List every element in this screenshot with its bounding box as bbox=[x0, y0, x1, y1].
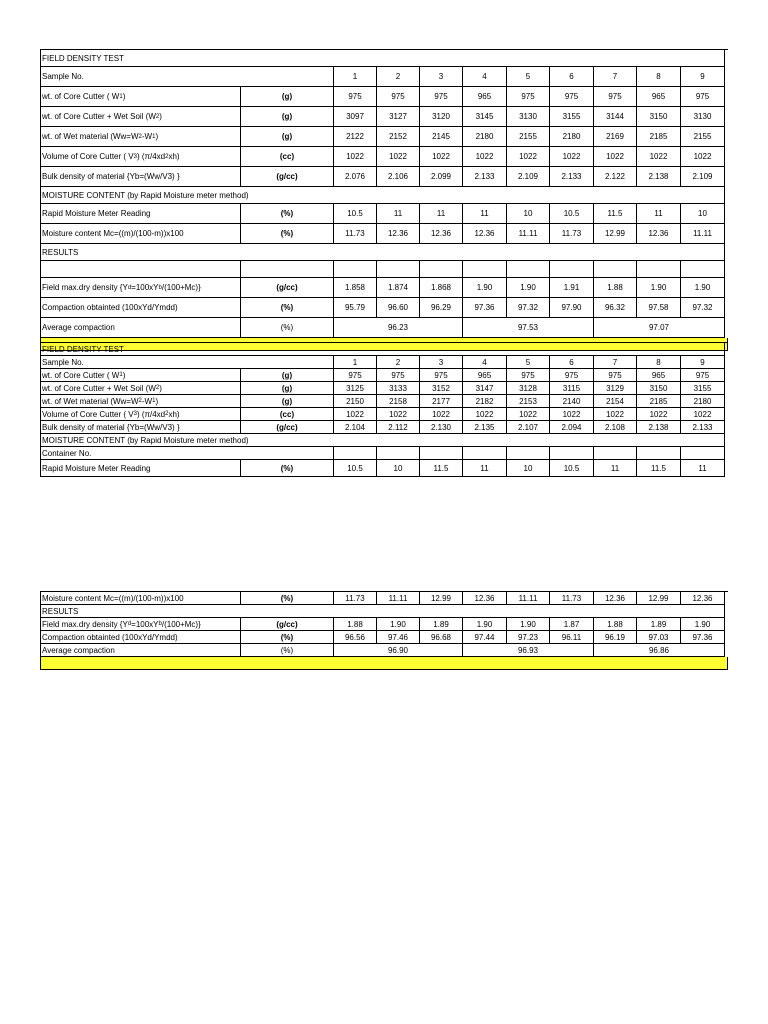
value-cell: 975 bbox=[594, 87, 637, 107]
value-cell: 1022 bbox=[594, 408, 637, 421]
row-label: wt. of Core Cutter ( W 1 ) bbox=[41, 369, 241, 382]
section-title-results: RESULTS bbox=[41, 244, 725, 261]
table-row bbox=[41, 369, 728, 382]
value-cell: 1.874 bbox=[377, 278, 420, 298]
average-row bbox=[41, 318, 728, 338]
value-cell: 1.91 bbox=[550, 278, 594, 298]
average-value: 97.53 bbox=[463, 318, 594, 338]
average-value: 96.86 bbox=[594, 644, 725, 657]
row-label: Average compaction bbox=[41, 318, 241, 338]
value-cell: 3144 bbox=[594, 107, 637, 127]
value-cell: 1022 bbox=[594, 147, 637, 167]
value-cell: 1022 bbox=[507, 408, 550, 421]
average-value: 97.07 bbox=[594, 318, 725, 338]
value-cell: 11.73 bbox=[550, 592, 594, 605]
value-cell: 975 bbox=[594, 369, 637, 382]
value-cell: 975 bbox=[550, 87, 594, 107]
value-cell: 1022 bbox=[377, 147, 420, 167]
row-label: Bulk density of material {Yb=(Ww/V3) } bbox=[41, 167, 241, 187]
value-cell: 2152 bbox=[377, 127, 420, 147]
sample-number: 2 bbox=[377, 356, 420, 369]
value-cell: 2.106 bbox=[377, 167, 420, 187]
row-unit: (g/cc) bbox=[241, 421, 334, 434]
value-cell: 2.138 bbox=[637, 421, 681, 434]
value-cell: 1.90 bbox=[637, 278, 681, 298]
table-row bbox=[41, 618, 728, 631]
value-cell: 97.23 bbox=[507, 631, 550, 644]
sample-number: 1 bbox=[334, 67, 377, 87]
value-cell: 975 bbox=[420, 87, 463, 107]
value-cell: 2.107 bbox=[507, 421, 550, 434]
highlight-bar bbox=[41, 657, 728, 670]
value-cell: 97.32 bbox=[681, 298, 725, 318]
value-cell: 12.36 bbox=[463, 592, 507, 605]
sample-number: 9 bbox=[681, 356, 725, 369]
value-cell: 2122 bbox=[334, 127, 377, 147]
value-cell: 965 bbox=[637, 87, 681, 107]
value-cell: 11.73 bbox=[334, 224, 377, 244]
row-label: Volume of Core Cutter ( V 3 ) (π/4xd 2 xh) bbox=[41, 408, 241, 421]
row-label: Sample No. bbox=[41, 356, 334, 369]
table-row bbox=[41, 460, 728, 477]
value-cell: 1.90 bbox=[463, 618, 507, 631]
row-label: Rapid Moisture Meter Reading bbox=[41, 204, 241, 224]
section-title-row bbox=[41, 434, 728, 447]
value-cell: 2140 bbox=[550, 395, 594, 408]
field-density-table-2 bbox=[40, 342, 728, 477]
row-label: Moisture content Mc=((m)/(100-m))x100 bbox=[41, 592, 241, 605]
value-cell: 11 bbox=[463, 204, 507, 224]
value-cell: 3145 bbox=[463, 107, 507, 127]
average-value: 96.90 bbox=[334, 644, 463, 657]
field-density-table-1 bbox=[40, 49, 728, 351]
row-unit: (g) bbox=[241, 107, 334, 127]
value-cell: 11.73 bbox=[550, 224, 594, 244]
value-cell: 3127 bbox=[377, 107, 420, 127]
value-cell: 10 bbox=[681, 204, 725, 224]
row-label: wt. of Wet material (Ww=W 2 -W 1 ) bbox=[41, 127, 241, 147]
value-cell: 96.60 bbox=[377, 298, 420, 318]
value-cell: 11.11 bbox=[681, 224, 725, 244]
value-cell: 11.11 bbox=[377, 592, 420, 605]
value-cell: 1.858 bbox=[334, 278, 377, 298]
row-unit: (%) bbox=[241, 631, 334, 644]
row-unit: (%) bbox=[241, 592, 334, 605]
value-cell: 2.108 bbox=[594, 421, 637, 434]
row-label: Container No. bbox=[41, 447, 334, 460]
value-cell: 975 bbox=[681, 87, 725, 107]
row-label: wt. of Core Cutter ( W 1 ) bbox=[41, 87, 241, 107]
value-cell: 2.104 bbox=[334, 421, 377, 434]
table-row bbox=[41, 224, 728, 244]
value-cell: 96.29 bbox=[420, 298, 463, 318]
value-cell: 3150 bbox=[637, 107, 681, 127]
value-cell: 1.90 bbox=[507, 618, 550, 631]
sample-number: 5 bbox=[507, 67, 550, 87]
value-cell: 965 bbox=[463, 369, 507, 382]
value-cell: 2.076 bbox=[334, 167, 377, 187]
sample-number: 1 bbox=[334, 356, 377, 369]
table-row bbox=[41, 127, 728, 147]
row-label: Bulk density of material {Yb=(Ww/V3) } bbox=[41, 421, 241, 434]
value-cell: 975 bbox=[377, 87, 420, 107]
value-cell: 975 bbox=[681, 369, 725, 382]
value-cell: 11.5 bbox=[637, 460, 681, 477]
row-unit: (g/cc) bbox=[241, 278, 334, 298]
row-label: wt. of Wet material (Ww=W 2 -W 1 ) bbox=[41, 395, 241, 408]
value-cell: 975 bbox=[550, 369, 594, 382]
table-row bbox=[41, 592, 728, 605]
value-cell: 3097 bbox=[334, 107, 377, 127]
table-row bbox=[41, 167, 728, 187]
value-cell: 10.5 bbox=[550, 460, 594, 477]
row-label: Compaction obtainted (100xYd/Ymdd) bbox=[41, 298, 241, 318]
value-cell: 97.36 bbox=[681, 631, 725, 644]
value-cell: 97.03 bbox=[637, 631, 681, 644]
row-unit: (g) bbox=[241, 369, 334, 382]
value-cell: 1.87 bbox=[550, 618, 594, 631]
value-cell: 2.133 bbox=[550, 167, 594, 187]
table-row bbox=[41, 87, 728, 107]
value-cell: 97.36 bbox=[463, 298, 507, 318]
value-cell: 1022 bbox=[681, 147, 725, 167]
value-cell: 3150 bbox=[637, 382, 681, 395]
table-row bbox=[41, 204, 728, 224]
value-cell: 10.5 bbox=[550, 204, 594, 224]
row-unit: (%) bbox=[241, 318, 334, 338]
value-cell: 2.133 bbox=[463, 167, 507, 187]
sample-number: 6 bbox=[550, 356, 594, 369]
value-cell: 1022 bbox=[463, 147, 507, 167]
value-cell: 1.90 bbox=[463, 278, 507, 298]
value-cell: 1022 bbox=[637, 408, 681, 421]
value-cell: 1022 bbox=[550, 408, 594, 421]
section-title-moisture: MOISTURE CONTENT (by Rapid Moisture meter method) bbox=[41, 434, 725, 447]
value-cell: 11 bbox=[377, 204, 420, 224]
table-row bbox=[41, 408, 728, 421]
value-cell: 10 bbox=[377, 460, 420, 477]
value-cell: 11 bbox=[420, 204, 463, 224]
sample-number: 3 bbox=[420, 67, 463, 87]
value-cell: 96.19 bbox=[594, 631, 637, 644]
blank-row bbox=[41, 261, 728, 278]
value-cell: 975 bbox=[420, 369, 463, 382]
value-cell: 975 bbox=[377, 369, 420, 382]
value-cell: 3133 bbox=[377, 382, 420, 395]
table-row bbox=[41, 631, 728, 644]
value-cell: 3147 bbox=[463, 382, 507, 395]
row-unit: (g) bbox=[241, 395, 334, 408]
row-unit: (%) bbox=[241, 298, 334, 318]
value-cell: 1.90 bbox=[681, 278, 725, 298]
value-cell: 96.56 bbox=[334, 631, 377, 644]
value-cell: 1.90 bbox=[377, 618, 420, 631]
section-title-moisture: MOISTURE CONTENT (by Rapid Moisture meter method) bbox=[41, 187, 725, 204]
value-cell: 3120 bbox=[420, 107, 463, 127]
value-cell: 1022 bbox=[550, 147, 594, 167]
table-row bbox=[41, 107, 728, 127]
value-cell: 11 bbox=[681, 460, 725, 477]
value-cell: 2185 bbox=[637, 395, 681, 408]
value-cell: 2145 bbox=[420, 127, 463, 147]
value-cell: 975 bbox=[507, 87, 550, 107]
value-cell: 2180 bbox=[681, 395, 725, 408]
sample-number: 4 bbox=[463, 67, 507, 87]
value-cell: 10.5 bbox=[334, 460, 377, 477]
table-row bbox=[41, 382, 728, 395]
sample-number-row bbox=[41, 356, 728, 369]
value-cell: 12.99 bbox=[420, 592, 463, 605]
value-cell: 1022 bbox=[681, 408, 725, 421]
table-row bbox=[41, 147, 728, 167]
row-unit: (%) bbox=[241, 224, 334, 244]
value-cell: 11 bbox=[594, 460, 637, 477]
value-cell: 12.36 bbox=[420, 224, 463, 244]
value-cell: 965 bbox=[637, 369, 681, 382]
value-cell: 1022 bbox=[377, 408, 420, 421]
sample-number: 7 bbox=[594, 67, 637, 87]
value-cell: 11 bbox=[637, 204, 681, 224]
table-title-row bbox=[41, 343, 728, 356]
value-cell: 1.90 bbox=[681, 618, 725, 631]
value-cell: 1.88 bbox=[594, 278, 637, 298]
value-cell: 95.79 bbox=[334, 298, 377, 318]
row-unit: (g) bbox=[241, 382, 334, 395]
row-unit: (%) bbox=[241, 644, 334, 657]
table-row bbox=[41, 278, 728, 298]
value-cell: 3128 bbox=[507, 382, 550, 395]
value-cell: 11.5 bbox=[594, 204, 637, 224]
average-row bbox=[41, 644, 728, 657]
row-label: Rapid Moisture Meter Reading bbox=[41, 460, 241, 477]
value-cell: 2155 bbox=[681, 127, 725, 147]
value-cell: 2.099 bbox=[420, 167, 463, 187]
row-label: wt. of Core Cutter + Wet Soil (W 2 ) bbox=[41, 382, 241, 395]
sample-number-row bbox=[41, 67, 728, 87]
average-value: 96.93 bbox=[463, 644, 594, 657]
value-cell: 1022 bbox=[334, 147, 377, 167]
value-cell: 1022 bbox=[507, 147, 550, 167]
value-cell: 2154 bbox=[594, 395, 637, 408]
value-cell: 2.109 bbox=[507, 167, 550, 187]
value-cell: 11.5 bbox=[420, 460, 463, 477]
value-cell: 11.11 bbox=[507, 224, 550, 244]
value-cell: 975 bbox=[507, 369, 550, 382]
value-cell: 10.5 bbox=[334, 204, 377, 224]
value-cell: 12.99 bbox=[637, 592, 681, 605]
value-cell: 11 bbox=[463, 460, 507, 477]
value-cell: 2158 bbox=[377, 395, 420, 408]
value-cell: 2.130 bbox=[420, 421, 463, 434]
sample-number: 8 bbox=[637, 67, 681, 87]
value-cell: 1.88 bbox=[594, 618, 637, 631]
value-cell: 12.36 bbox=[681, 592, 725, 605]
value-cell: 2182 bbox=[463, 395, 507, 408]
value-cell: 96.68 bbox=[420, 631, 463, 644]
value-cell: 3115 bbox=[550, 382, 594, 395]
sample-number: 9 bbox=[681, 67, 725, 87]
table-title: FIELD DENSITY TEST bbox=[41, 50, 725, 67]
value-cell: 2180 bbox=[463, 127, 507, 147]
value-cell: 1.88 bbox=[334, 618, 377, 631]
sample-number: 7 bbox=[594, 356, 637, 369]
value-cell: 2.135 bbox=[463, 421, 507, 434]
value-cell: 96.11 bbox=[550, 631, 594, 644]
value-cell: 3125 bbox=[334, 382, 377, 395]
value-cell: 975 bbox=[334, 369, 377, 382]
sample-number: 4 bbox=[463, 356, 507, 369]
value-cell: 1022 bbox=[420, 408, 463, 421]
row-label: Sample No. bbox=[41, 67, 334, 87]
value-cell: 3155 bbox=[681, 382, 725, 395]
value-cell: 3130 bbox=[507, 107, 550, 127]
value-cell: 10 bbox=[507, 204, 550, 224]
container-row bbox=[41, 447, 728, 460]
value-cell: 2180 bbox=[550, 127, 594, 147]
row-label: Field max.dry density {Y d =100xY b /(100+Mc)} bbox=[41, 278, 241, 298]
value-cell: 1022 bbox=[463, 408, 507, 421]
row-unit: (g) bbox=[241, 87, 334, 107]
average-value: 96.23 bbox=[334, 318, 463, 338]
row-unit: (%) bbox=[241, 204, 334, 224]
value-cell: 1.89 bbox=[637, 618, 681, 631]
value-cell: 2150 bbox=[334, 395, 377, 408]
value-cell: 1022 bbox=[334, 408, 377, 421]
value-cell: 2185 bbox=[637, 127, 681, 147]
row-unit: (cc) bbox=[241, 147, 334, 167]
value-cell: 97.32 bbox=[507, 298, 550, 318]
section-title-row bbox=[41, 605, 728, 618]
field-density-table-3 bbox=[40, 591, 728, 670]
value-cell: 97.44 bbox=[463, 631, 507, 644]
value-cell: 97.46 bbox=[377, 631, 420, 644]
value-cell: 11.11 bbox=[507, 592, 550, 605]
value-cell: 2.133 bbox=[681, 421, 725, 434]
sample-number: 2 bbox=[377, 67, 420, 87]
value-cell: 2155 bbox=[507, 127, 550, 147]
row-label: Compaction obtainted (100xYd/Ymdd) bbox=[41, 631, 241, 644]
value-cell: 1.90 bbox=[507, 278, 550, 298]
value-cell: 2177 bbox=[420, 395, 463, 408]
value-cell: 1.868 bbox=[420, 278, 463, 298]
table-row bbox=[41, 421, 728, 434]
value-cell: 3152 bbox=[420, 382, 463, 395]
value-cell: 2153 bbox=[507, 395, 550, 408]
row-unit: (g) bbox=[241, 127, 334, 147]
value-cell: 12.36 bbox=[463, 224, 507, 244]
section-title-row bbox=[41, 187, 728, 204]
row-label: Field max.dry density {Y d =100xY b /(100+Mc)} bbox=[41, 618, 241, 631]
value-cell: 96.32 bbox=[594, 298, 637, 318]
value-cell: 2.112 bbox=[377, 421, 420, 434]
value-cell: 97.90 bbox=[550, 298, 594, 318]
table-row bbox=[41, 298, 728, 318]
sample-number: 5 bbox=[507, 356, 550, 369]
value-cell: 3129 bbox=[594, 382, 637, 395]
sample-number: 3 bbox=[420, 356, 463, 369]
value-cell: 12.99 bbox=[594, 224, 637, 244]
value-cell: 965 bbox=[463, 87, 507, 107]
row-unit: (g/cc) bbox=[241, 618, 334, 631]
row-unit: (g/cc) bbox=[241, 167, 334, 187]
value-cell: 2.138 bbox=[637, 167, 681, 187]
value-cell: 97.58 bbox=[637, 298, 681, 318]
value-cell: 12.36 bbox=[377, 224, 420, 244]
value-cell: 2.122 bbox=[594, 167, 637, 187]
row-label: Average compaction bbox=[41, 644, 241, 657]
section-title-row bbox=[41, 244, 728, 261]
value-cell: 1022 bbox=[637, 147, 681, 167]
table-title-row bbox=[41, 50, 728, 67]
value-cell: 1.89 bbox=[420, 618, 463, 631]
value-cell: 2.109 bbox=[681, 167, 725, 187]
value-cell: 1022 bbox=[420, 147, 463, 167]
table-row bbox=[41, 395, 728, 408]
value-cell: 975 bbox=[334, 87, 377, 107]
value-cell: 10 bbox=[507, 460, 550, 477]
row-label: wt. of Core Cutter + Wet Soil (W 2 ) bbox=[41, 107, 241, 127]
table-title: FIELD DENSITY TEST bbox=[41, 343, 725, 356]
value-cell: 12.36 bbox=[637, 224, 681, 244]
row-unit: (%) bbox=[241, 460, 334, 477]
sample-number: 6 bbox=[550, 67, 594, 87]
row-label: Moisture content Mc=((m)/(100-m))x100 bbox=[41, 224, 241, 244]
value-cell: 2.094 bbox=[550, 421, 594, 434]
value-cell: 12.36 bbox=[594, 592, 637, 605]
value-cell: 3130 bbox=[681, 107, 725, 127]
row-label: Volume of Core Cutter ( V 3 ) (π/4xd 2 xh) bbox=[41, 147, 241, 167]
value-cell: 2169 bbox=[594, 127, 637, 147]
row-unit: (cc) bbox=[241, 408, 334, 421]
section-title-results: RESULTS bbox=[41, 605, 725, 618]
sample-number: 8 bbox=[637, 356, 681, 369]
value-cell: 11.73 bbox=[334, 592, 377, 605]
value-cell: 3155 bbox=[550, 107, 594, 127]
